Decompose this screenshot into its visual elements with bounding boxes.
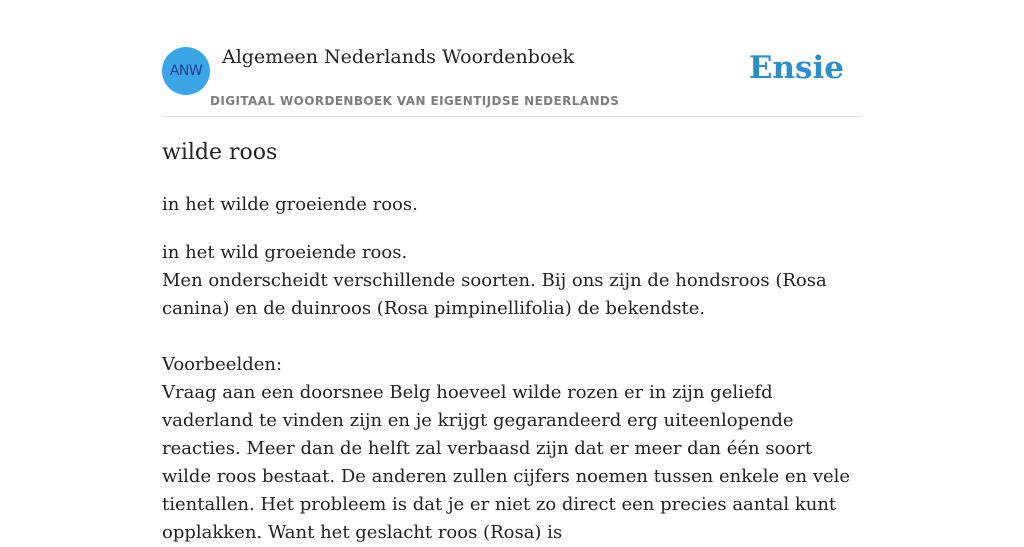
page	[162, 0, 862, 543]
site-title[interactable]: Algemeen Nederlands Woordenboek	[222, 46, 575, 68]
examples-label: Voorbeelden:	[162, 354, 283, 375]
entry-short-definition: in het wilde groeiende roos.	[162, 194, 418, 215]
site-header	[162, 0, 862, 117]
logo-text: ANW	[169, 63, 203, 79]
site-subtitle: DIGITAAL WOORDENBOEK VAN EIGENTIJDSE NEDERLANDS	[210, 94, 620, 108]
definition-line-1: in het wild groeiende roos.	[162, 242, 408, 263]
example-text: Vraag aan een doorsnee Belg hoeveel wilde rozen er in zijn geliefd vaderland te vinden zijn en je krijgt gegarandeerd erg uiteenlopende reacties. Meer dan de helft zal verbaasd zijn dat er meer dan één soort wilde roos bestaat. De anderen zullen cijfers noemen tussen enkele en vele tientallen. Het probleem is dat je er niet zo direct een precies aantal kunt opplakken. Want het geslacht roos (Rosa) is	[162, 382, 851, 543]
entry-body	[162, 239, 862, 547]
definition-line-2: Men onderscheidt verschillende soorten. Bij ons zijn de hondsroos (Rosa canina) en de duinroos (Rosa pimpinellifolia) de bekendste.	[162, 270, 827, 319]
ensie-brand-link[interactable]: Ensie	[748, 50, 844, 86]
spacer	[162, 323, 862, 351]
anw-logo[interactable]	[162, 47, 210, 95]
entry-term: wilde roos	[162, 140, 278, 165]
